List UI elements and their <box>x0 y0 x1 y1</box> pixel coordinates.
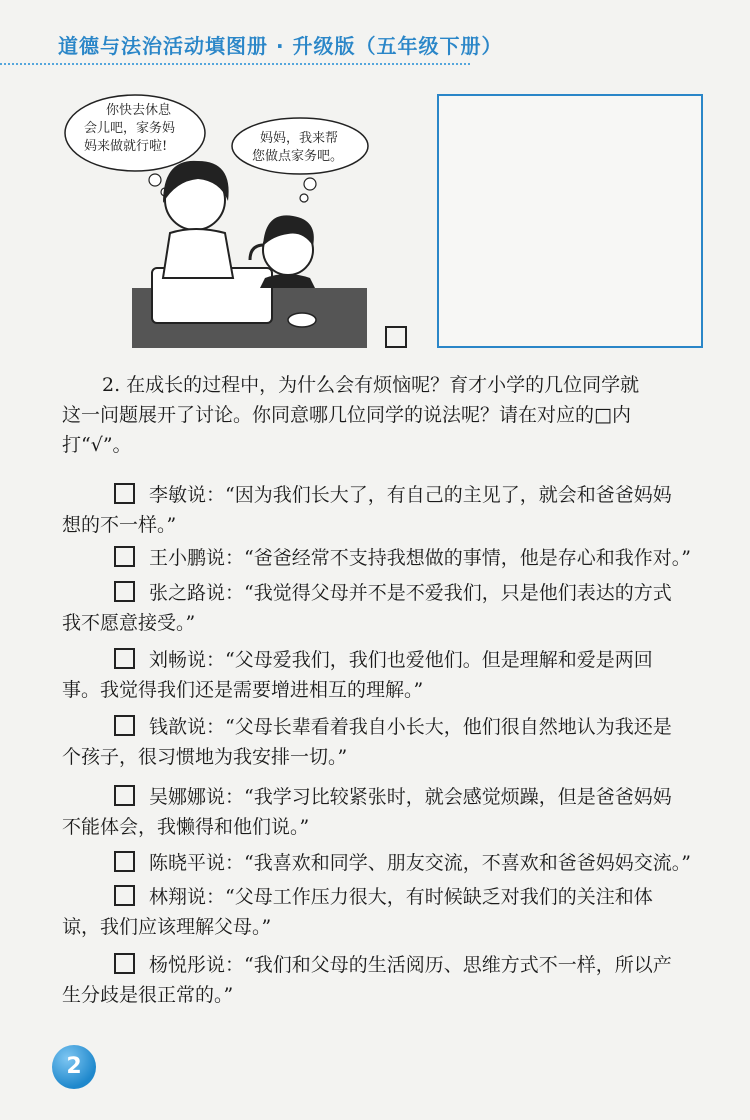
answer-checkbox[interactable] <box>114 546 135 567</box>
answer-checkbox[interactable] <box>114 785 135 806</box>
soap <box>288 313 316 327</box>
answer-checkbox[interactable] <box>114 483 135 504</box>
answer-item: 陈晓平说：“我喜欢和同学、朋友交流，不喜欢和爸爸妈妈交流。” <box>62 848 712 878</box>
answer-item: 刘畅说：“父母爱我们，我们也爱他们。但是理解和爱是两回 事。我觉得我们还是需要增进相互的理解。” <box>62 649 653 701</box>
answer-checkbox[interactable] <box>114 885 135 906</box>
child-speech-text: 妈妈，我来帮 您做点家务吧。 <box>252 131 344 164</box>
answer-checkbox[interactable] <box>114 581 135 602</box>
answer-item: 钱歆说：“父母长辈看着我自小长大，他们很自然地认为我还是 个孩子，很习惯地为我安排一切。” <box>62 716 672 768</box>
page-header-title: 道德与法治活动填图册 · 升级版（五年级下册） <box>58 34 503 58</box>
answer-item: 王小鹏说：“爸爸经常不支持我想做的事情，他是存心和我作对。” <box>62 543 712 573</box>
page-number: 2 <box>66 1054 82 1079</box>
question-text: 2. 在成长的过程中，为什么会有烦恼呢？育才小学的几位同学就 这一问题展开了讨论。你同意哪几位同学的说法呢？请在对应的□内 打“√”。 <box>62 374 640 456</box>
answer-item: 李敏说：“因为我们长大了，有自己的主见了，就会和爸爸妈妈 想的不一样。” <box>62 484 672 536</box>
illustration-checkbox[interactable] <box>385 326 407 348</box>
photo-drawing-frame[interactable] <box>437 94 703 348</box>
answer-item: 张之路说：“我觉得父母并不是不爱我们，只是他们表达的方式 我不愿意接受。” <box>62 582 672 634</box>
answer-item: 吴娜娜说：“我学习比较紧张时，就会感觉烦躁，但是爸爸妈妈 不能体会，我懒得和他们说。” <box>62 786 672 838</box>
answer-checkbox[interactable] <box>114 953 135 974</box>
answer-checkbox[interactable] <box>114 715 135 736</box>
mother-speech-text: 你快去休息 会儿吧，家务妈 妈来做就行啦! <box>84 103 176 154</box>
header-divider <box>0 63 470 65</box>
answer-checkbox[interactable] <box>114 648 135 669</box>
answer-item: 杨悦彤说：“我们和父母的生活阅历、思维方式不一样，所以产 生分歧是很正常的。” <box>62 954 672 1006</box>
answer-checkbox[interactable] <box>114 851 135 872</box>
answer-item: 林翔说：“父母工作压力很大，有时候缺乏对我们的关注和体 谅，我们应该理解父母。” <box>62 886 653 938</box>
